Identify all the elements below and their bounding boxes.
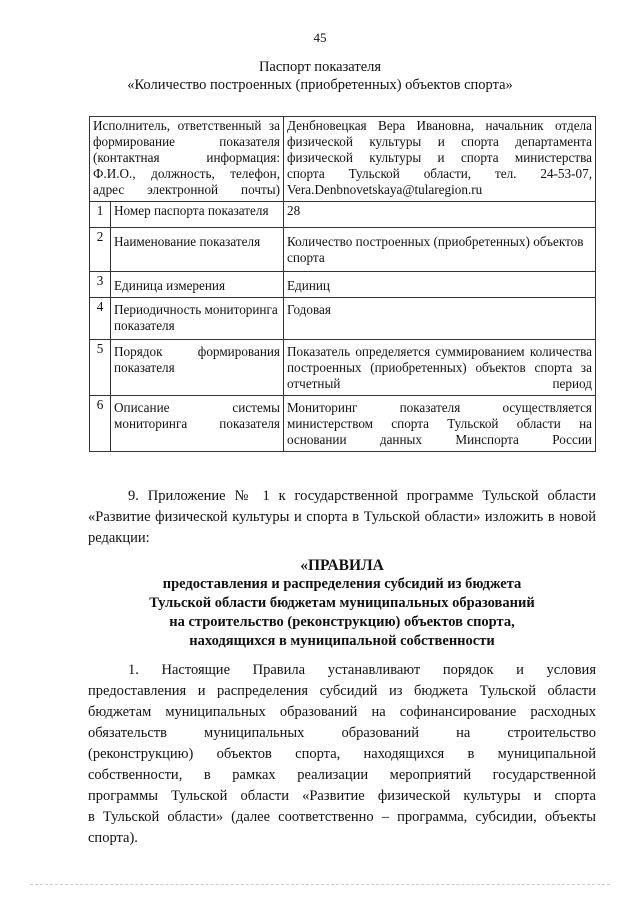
row-number: 5 xyxy=(90,340,111,396)
table-row xyxy=(90,202,596,228)
row-number: 3 xyxy=(90,272,111,298)
row-value: Количество построенных (приобретенных) объектов спорта xyxy=(284,228,596,272)
passport-title xyxy=(0,58,640,94)
scan-artifact-line xyxy=(30,884,610,886)
executor-row xyxy=(90,117,596,202)
paragraph-1-line: собственности, в рамках реализации мероприятий государственной xyxy=(88,767,596,783)
paragraph-9 xyxy=(88,486,596,549)
table-row xyxy=(90,340,596,396)
executor-label xyxy=(90,117,284,202)
row-number: 6 xyxy=(90,396,111,452)
passport-table xyxy=(89,116,596,452)
paragraph-1 xyxy=(88,660,596,849)
executor-label-line: Ф.И.О., должность, телефон, xyxy=(93,166,280,181)
paragraph-9-text: 9. Приложение № 1 к государственной программе Тульской области «Развитие физической культуры и спорта в Тульской области» изложить в новой редакции: xyxy=(88,488,596,546)
paragraph-1-line: (реконструкцию) объектов спорта, находящихся в муниципальной xyxy=(88,746,596,762)
row-value: Единиц xyxy=(284,272,596,298)
executor-label-line: Исполнитель, ответственный за xyxy=(93,118,280,133)
row-number: 1 xyxy=(90,202,111,228)
executor-value-line: спорта Тульской области, тел. 24-53-07, xyxy=(287,166,592,181)
executor-label-line: (контактная информация: xyxy=(93,150,280,165)
paragraph-1-line: 1. Настоящие Правила устанавливают порядок и условия xyxy=(128,662,596,678)
row-value: Мониторинг показателя осуществляется министерством спорта Тульской области на основании данных Минспорта России xyxy=(284,396,596,452)
table-row xyxy=(90,228,596,272)
row-value: 28 xyxy=(284,202,596,228)
rules-title: «ПРАВИЛА xyxy=(300,557,384,574)
paragraph-1-line: бюджетам муниципальных образований на софинансирование расходных xyxy=(88,704,596,720)
table-row xyxy=(90,396,596,452)
table-row xyxy=(90,272,596,298)
row-name: Описание системы мониторинга показателя xyxy=(111,396,284,452)
row-value: Показатель определяется суммированием количества построенных (приобретенных) объектов спорта за отчетный период xyxy=(284,340,596,396)
executor-label-line: адрес электронной почты) xyxy=(93,182,280,197)
page-number: 45 xyxy=(313,30,327,45)
row-number: 4 xyxy=(90,298,111,340)
passport-title-line1: Паспорт показателя xyxy=(258,59,382,75)
rules-subtitle-line: Тульской области бюджетам муниципальных образований xyxy=(149,595,535,611)
paragraph-1-line: спорта). xyxy=(88,830,138,846)
table-row xyxy=(90,298,596,340)
executor-value-line: физической культуры и спорта департамента xyxy=(287,134,592,149)
rules-heading xyxy=(88,556,596,651)
row-number: 2 xyxy=(90,228,111,272)
rules-subtitle-line: на строительство (реконструкцию) объектов спорта, xyxy=(169,614,515,630)
paragraph-1-line: предоставления и распределения субсидий из бюджета Тульской области xyxy=(88,683,596,699)
executor-label-line: формирование показателя xyxy=(93,134,280,149)
paragraph-1-line: обязательств муниципальных образований на строительство xyxy=(88,725,596,741)
passport-title-line2: «Количество построенных (приобретенных) объектов спорта» xyxy=(127,77,513,93)
paragraph-1-line: в Тульской области» (далее соответственно – программа, субсидии, объекты xyxy=(88,809,596,825)
row-name: Наименование показателя xyxy=(111,228,284,272)
row-name: Периодичность мониторинга показателя xyxy=(111,298,284,340)
executor-value xyxy=(284,117,596,202)
row-name: Порядок формирования показателя xyxy=(111,340,284,396)
executor-email: Vera.Denbnovetskaya@tularegion.ru xyxy=(287,182,483,197)
row-name: Единица измерения xyxy=(111,272,284,298)
paragraph-1-line: программы Тульской области «Развитие физической культуры и спорта xyxy=(88,788,596,804)
executor-value-line: Денбновецкая Вера Ивановна, начальник отдела xyxy=(287,118,592,133)
executor-value-line: физической культуры и спорта министерства xyxy=(287,150,592,165)
row-name: Номер паспорта показателя xyxy=(111,202,284,228)
rules-subtitle-line: предоставления и распределения субсидий из бюджета xyxy=(162,576,522,592)
rules-subtitle-line: находящихся в муниципальной собственности xyxy=(189,633,495,649)
row-value: Годовая xyxy=(284,298,596,340)
